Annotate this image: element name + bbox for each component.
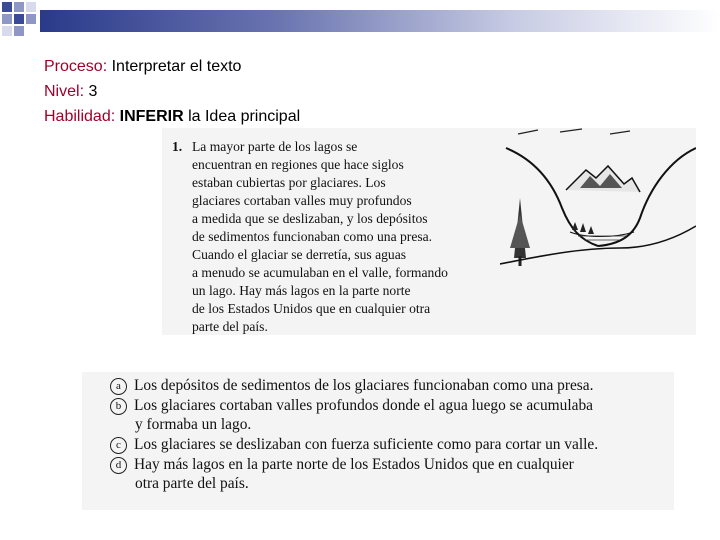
passage-line: un lago. Hay más lagos en la parte norte — [192, 283, 411, 298]
proceso-line: Proceso: Interpretar el texto — [44, 58, 242, 75]
answer-text: Los glaciares cortaban valles profundos donde el agua luego se acumulaba — [134, 397, 593, 414]
decor-square — [14, 2, 24, 12]
title-bar-gradient — [40, 10, 720, 32]
answers-scan — [82, 372, 674, 510]
answer-option-a[interactable] — [110, 376, 593, 395]
decor-square — [26, 2, 36, 12]
passage-line: La mayor parte de los lagos se — [192, 139, 358, 154]
passage-line: de los Estados Unidos que en cualquier otra — [192, 301, 431, 316]
answer-text: Los depósitos de sedimentos de los glaciares funcionaban como una presa. — [134, 377, 594, 394]
habilidad-strong: INFERIR — [119, 108, 184, 125]
option-letter: a — [110, 378, 127, 395]
passage-line: de sedimentos funcionaban como una presa. — [192, 229, 433, 244]
decor-square — [2, 14, 12, 24]
habilidad-line: Habilidad: INFERIR la Idea principal — [44, 108, 301, 125]
question-number: 1. — [172, 139, 183, 154]
proceso-value: Interpretar el texto — [111, 58, 242, 75]
decor-square — [2, 26, 12, 36]
answer-text: Los glaciares se deslizaban con fuerza suficiente como para cortar un valle. — [134, 436, 599, 453]
answer-text-continued: y formaba un lago. — [135, 416, 252, 433]
passage-line: estaban cubiertas por glaciares. Los — [192, 175, 386, 190]
option-letter: c — [110, 437, 127, 454]
answer-option-b[interactable] — [110, 396, 593, 433]
passage-line: encuentran en regiones que hace siglos — [192, 157, 404, 172]
passage-line: glaciares cortaban valles muy profundos — [192, 193, 412, 208]
passage-line: parte del país. — [192, 319, 268, 334]
answer-option-d[interactable] — [110, 455, 574, 492]
decor-square — [14, 26, 24, 36]
option-letter: b — [110, 398, 127, 415]
passage-line: Cuando el glaciar se derretía, sus aguas — [192, 247, 407, 262]
question-scan — [162, 128, 696, 335]
answer-text: Hay más lagos en la parte norte de los Estados Unidos que en cualquier — [134, 456, 574, 473]
answer-text-continued: otra parte del país. — [135, 475, 249, 492]
habilidad-label: Habilidad — [44, 108, 111, 125]
nivel-line: Nivel: 3 — [44, 83, 98, 100]
nivel-value: 3 — [88, 83, 98, 100]
decor-square — [14, 14, 24, 24]
decor-square — [2, 2, 12, 12]
nivel-label: Nivel — [44, 83, 80, 100]
glacier-valley-lake-illustration — [500, 128, 696, 268]
passage-line: a menudo se acumulaban en el valle, formando — [192, 265, 448, 280]
proceso-label: Proceso — [44, 58, 103, 75]
slide-header — [44, 54, 300, 129]
habilidad-rest: la Idea principal — [188, 108, 301, 125]
passage-line: a medida que se deslizaban, y los depósitos — [192, 211, 428, 226]
slide-decoration — [0, 0, 720, 40]
option-letter: d — [110, 457, 127, 474]
answer-option-c[interactable] — [110, 435, 598, 454]
decor-square — [26, 14, 36, 24]
